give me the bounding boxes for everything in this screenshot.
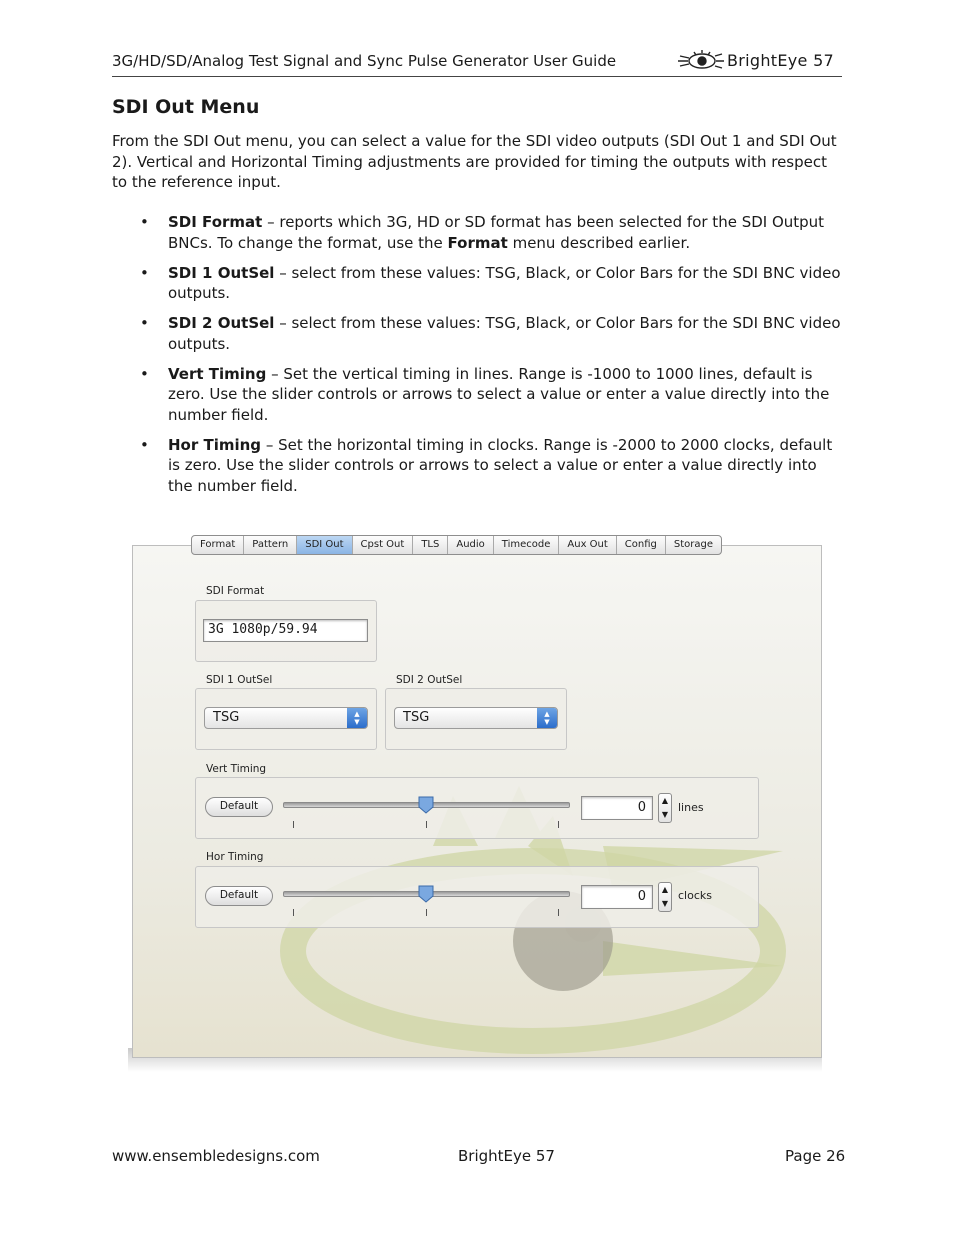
section-title: SDI Out Menu <box>112 96 260 118</box>
tab-storage[interactable]: Storage <box>673 539 714 550</box>
bullet-text: – select from these values: TSG, Black, or Color Bars for the SDI BNC video outputs. <box>168 263 841 302</box>
footer-product: BrightEye 57 <box>458 1147 555 1165</box>
vert-timing-label: Vert Timing <box>206 763 267 775</box>
document-title: 3G/HD/SD/Analog Test Signal and Sync Pulse Generator User Guide <box>112 52 617 70</box>
sdi2-outsel-label: SDI 2 OutSel <box>396 674 463 686</box>
bullet-list <box>112 212 842 506</box>
slider-tick <box>558 821 559 828</box>
intro-paragraph: From the SDI Out menu, you can select a value for the SDI video outputs (SDI Out 1 and SDI Out 2). Vertical and Horizontal Timing adjustments are provided for timing the outputs with respect to the reference input. <box>112 132 837 191</box>
vert-default-button[interactable]: Default <box>205 797 273 817</box>
bullet-icon: • <box>140 314 149 332</box>
vert-slider-knob[interactable] <box>418 796 434 814</box>
down-arrow-icon[interactable]: ▼ <box>661 899 669 908</box>
bullet-text: – Set the vertical timing in lines. Range is -1000 to 1000 lines, default is zero. Use the slider controls or arrows to select a value or enter a value directly into the number field. <box>168 364 830 424</box>
slider-tick <box>426 909 427 916</box>
sdi-format-field: 3G 1080p/59.94 <box>203 619 368 642</box>
bullet-icon: • <box>140 263 149 282</box>
vert-stepper[interactable] <box>658 793 672 823</box>
header-rule <box>112 76 842 77</box>
logo-text: BrightEye 57 <box>727 51 835 70</box>
bullet-term: SDI Format <box>168 213 263 231</box>
list-item <box>112 435 842 497</box>
sdi2-outsel-value: TSG <box>403 710 430 725</box>
vert-timing-group <box>195 777 759 839</box>
hor-timing-group <box>195 866 759 928</box>
sdi1-outsel-select[interactable] <box>204 707 368 729</box>
tab-format[interactable]: Format <box>192 536 244 554</box>
bullet-term: SDI 2 OutSel <box>168 314 275 332</box>
bullet-term: Vert Timing <box>168 364 267 383</box>
list-item <box>112 212 842 253</box>
sdi1-outsel-value: TSG <box>213 710 240 725</box>
bullet-term: Hor Timing <box>168 435 262 454</box>
tab-config[interactable]: Config <box>617 536 666 554</box>
sdi2-outsel-select[interactable] <box>394 707 558 729</box>
bullet-icon: • <box>140 435 149 454</box>
hor-slider-knob[interactable] <box>418 885 434 903</box>
bullet-text: – select from these values: TSG, Black, or Color Bars for the SDI BNC video outputs. <box>168 314 841 353</box>
bullet-term: SDI 1 OutSel <box>168 263 275 282</box>
hor-stepper[interactable] <box>658 882 672 912</box>
select-arrows-icon: ▲ ▼ <box>537 708 557 728</box>
tab-aux-out[interactable]: Aux Out <box>559 536 616 554</box>
bullet-text: – Set the horizontal timing in clocks. Range is -2000 to 2000 clocks, default is zero. Use the slider controls or arrows to select a value or enter a value directly into the number field. <box>168 435 833 495</box>
list-item <box>112 313 842 354</box>
list-item <box>112 263 842 304</box>
footer-website: www.ensembledesigns.com <box>112 1147 320 1165</box>
tab-cpst-out[interactable]: Cpst Out <box>353 536 414 554</box>
hor-default-button[interactable]: Default <box>205 886 273 906</box>
slider-tick <box>558 909 559 916</box>
bullet-text: – reports which 3G, HD or SD format has been selected for the SDI Output BNCs. To change the format, use the <box>168 213 825 252</box>
vert-unit-label: lines <box>678 801 704 814</box>
tab-bar <box>191 535 722 555</box>
tab-sdi-out[interactable]: SDI Out <box>297 536 352 554</box>
bullet-icon: • <box>140 364 149 383</box>
slider-tick <box>293 821 294 828</box>
slider-tick <box>293 909 294 916</box>
footer-page-number: Page 26 <box>785 1147 846 1165</box>
hor-value-field[interactable]: 0 <box>581 885 653 909</box>
sdi1-outsel-label: SDI 1 OutSel <box>206 674 273 686</box>
list-item <box>112 364 842 426</box>
hor-timing-label: Hor Timing <box>206 851 264 863</box>
tab-timecode[interactable]: Timecode <box>494 536 560 554</box>
select-arrows-icon: ▲ ▼ <box>347 708 367 728</box>
bullet-icon: • <box>140 213 149 231</box>
bullet-inline-bold: Format <box>447 233 508 252</box>
tab-audio[interactable]: Audio <box>448 536 493 554</box>
up-arrow-icon[interactable]: ▲ <box>661 796 669 805</box>
hor-unit-label: clocks <box>678 889 712 902</box>
bullet-text: menu described earlier. <box>507 233 691 252</box>
sdi-format-label: SDI Format <box>206 585 265 597</box>
slider-tick <box>426 821 427 828</box>
tab-tls[interactable]: TLS <box>413 536 448 554</box>
down-arrow-icon[interactable]: ▼ <box>661 810 669 819</box>
vert-value-field[interactable]: 0 <box>581 796 653 820</box>
tab-pattern[interactable]: Pattern <box>244 536 297 554</box>
up-arrow-icon[interactable]: ▲ <box>661 885 669 894</box>
